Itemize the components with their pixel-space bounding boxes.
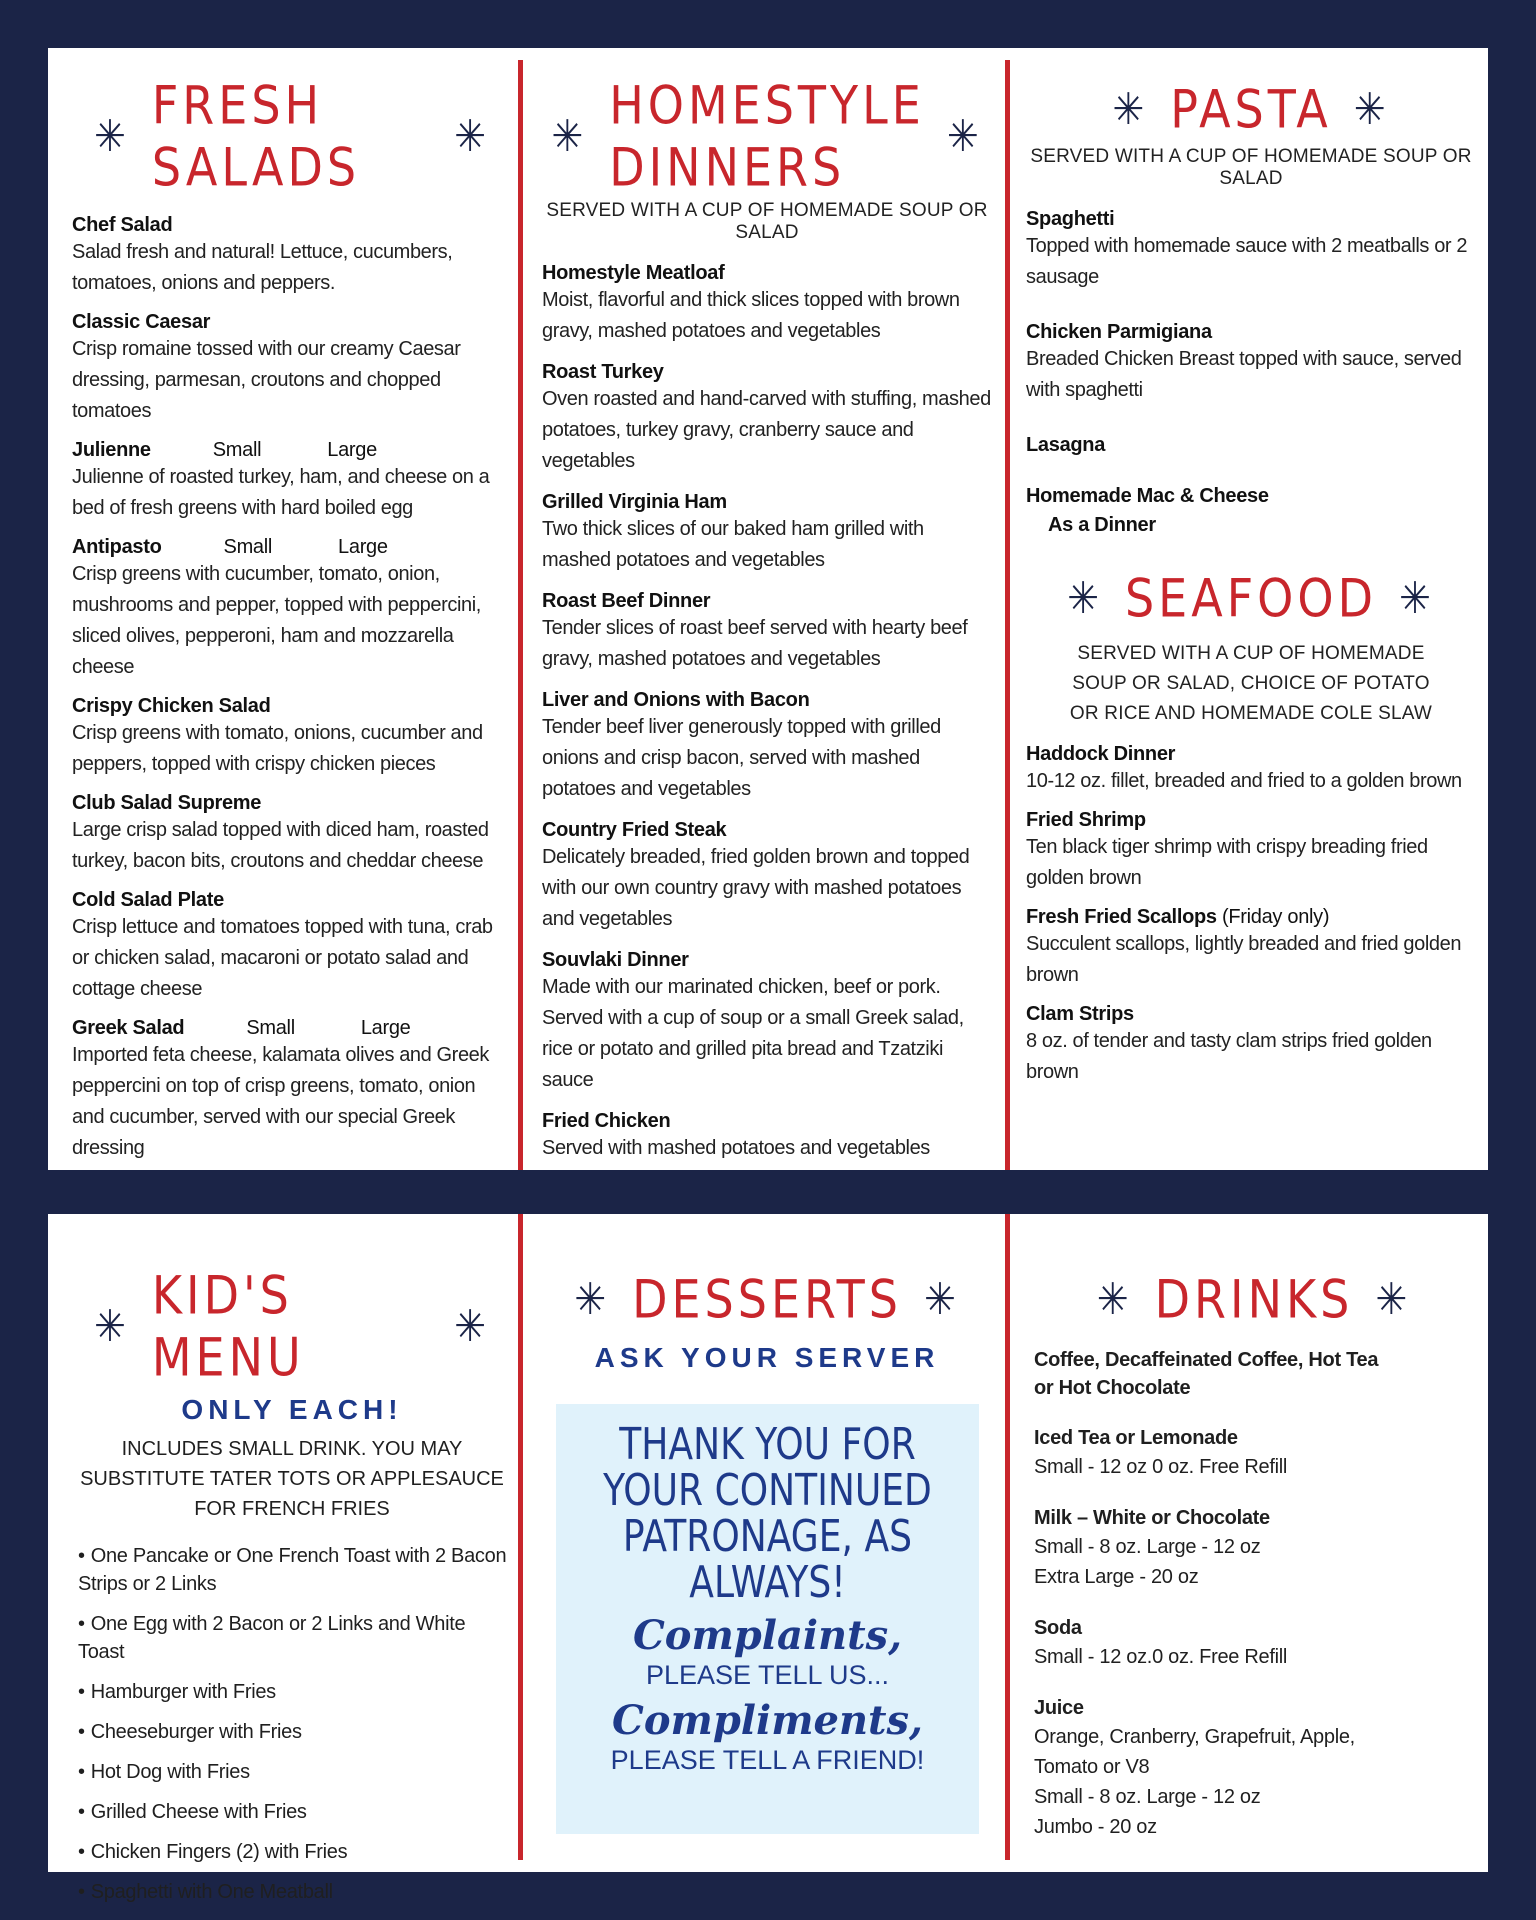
tell-us-text: PLEASE TELL US... xyxy=(645,1660,890,1690)
seafood-list xyxy=(1026,743,1476,1088)
menu-item-name xyxy=(72,311,512,334)
menu-item-name xyxy=(542,819,992,842)
menu-item-title: Crispy Chicken Salad xyxy=(72,695,271,717)
menu-item-desc: Tender beef liver generously topped with grilled onions and crisp bacon, served with mashed potatoes and vegetables xyxy=(542,716,941,800)
column-divider xyxy=(518,60,523,1170)
menu-item xyxy=(72,214,512,299)
star-icon: ✳ xyxy=(923,1273,960,1325)
drink-name: Soda xyxy=(1034,1617,1082,1639)
menu-item-name xyxy=(542,949,992,972)
menu-item-name xyxy=(1026,809,1476,832)
star-icon: ✳ xyxy=(94,1300,130,1352)
menu-item-title: Fried Shrimp xyxy=(1026,809,1146,831)
menu-item-name xyxy=(1026,434,1476,457)
star-icon: ✳ xyxy=(1067,572,1103,624)
thank-you-text: THANK YOU FOR YOUR CONTINUED PATRONAGE, AS ALWAYS! xyxy=(603,1419,932,1608)
menu-item xyxy=(72,889,512,1005)
tell-friend-text: PLEASE TELL A FRIEND! xyxy=(610,1745,925,1775)
kids-menu-item: • Grilled Cheese with Fries xyxy=(78,1798,512,1826)
drinks-section xyxy=(1034,1214,1474,1872)
menu-item-title: Homestyle Meatloaf xyxy=(542,262,725,284)
menu-item-name xyxy=(1026,485,1476,508)
menu-item xyxy=(1026,809,1476,894)
menu-item-name xyxy=(542,689,992,712)
menu-item-desc: 8 oz. of tender and tasty clam strips fried golden brown xyxy=(1026,1030,1432,1083)
menu-item-desc: Julienne of roasted turkey, ham, and cheese on a bed of fresh greens with hard boiled egg xyxy=(72,466,490,519)
desserts-sub: ASK YOUR SERVER xyxy=(594,1342,940,1373)
menu-item-title: Haddock Dinner xyxy=(1026,743,1176,765)
menu-item-desc: Large crisp salad topped with diced ham, roasted turkey, bacon bits, croutons and cheddar cheese xyxy=(72,819,489,872)
kids-title: KID'S MENU xyxy=(151,1263,305,1389)
star-icon: ✳ xyxy=(1353,83,1390,135)
menu-item-title: Homemade Mac & Cheese xyxy=(1026,485,1269,507)
dinners-section xyxy=(542,48,992,1170)
menu-item xyxy=(542,819,992,935)
menu-item-desc: Served with mashed potatoes and vegetables xyxy=(542,1137,930,1159)
menu-item xyxy=(1026,1003,1476,1088)
salads-list xyxy=(72,214,512,1164)
drink-item xyxy=(1034,1504,1394,1592)
pasta-note: SERVED WITH A CUP OF HOMEMADE SOUP OR SALAD xyxy=(1030,146,1472,189)
seafood-note: SERVED WITH A CUP OF HOMEMADE SOUP OR SALAD, CHOICE OF POTATO OR RICE AND HOMEMADE COLE SLAW xyxy=(1069,643,1433,724)
kids-menu-item: • Hot Dog with Fries xyxy=(78,1758,512,1786)
menu-item-name xyxy=(72,536,512,559)
menu-item-desc: Topped with homemade sauce with 2 meatballs or 2 sausage xyxy=(1026,235,1468,288)
menu-item-title: Souvlaki Dinner xyxy=(542,949,689,971)
salads-heading xyxy=(72,74,512,198)
drink-detail: Small - 8 oz. Large - 12 oz xyxy=(1034,1536,1261,1558)
drink-item xyxy=(1034,1424,1394,1482)
menu-item xyxy=(542,949,992,1096)
size-small-label: Small xyxy=(223,536,273,558)
star-icon: ✳ xyxy=(454,1300,490,1352)
menu-item-desc: Made with our marinated chicken, beef or pork. Served with a cup of soup or a small Greek salad, rice or potato and grilled pita bread and Tzatziki sauce xyxy=(542,976,964,1091)
menu-item xyxy=(72,439,512,524)
kids-menu-item: • Spaghetti with One Meatball xyxy=(78,1878,512,1906)
drinks-heading xyxy=(1034,1268,1474,1330)
desserts-title: DESSERTS xyxy=(632,1267,902,1331)
menu-item xyxy=(1026,321,1476,406)
menu-item-desc: Crisp lettuce and tomatoes topped with tuna, crab or chicken salad, macaroni or potato salad and cottage cheese xyxy=(72,916,493,1000)
menu-item-title: Lasagna xyxy=(1026,434,1106,456)
top-panel xyxy=(48,48,1488,1170)
drink-item xyxy=(1034,1694,1394,1842)
menu-item-title: Liver and Onions with Bacon xyxy=(542,689,810,711)
dinners-note: SERVED WITH A CUP OF HOMEMADE SOUP OR SALAD xyxy=(546,200,988,243)
menu-item xyxy=(72,311,512,427)
menu-item-desc: Ten black tiger shrimp with crispy breading fried golden brown xyxy=(1026,836,1428,889)
menu-item-name xyxy=(542,491,992,514)
drink-item xyxy=(1034,1614,1394,1672)
menu-item-name xyxy=(1026,321,1476,344)
menu-item-title: Club Salad Supreme xyxy=(72,792,262,814)
kids-menu-item: • One Egg with 2 Bacon or 2 Links and White Toast xyxy=(78,1610,512,1666)
menu-item-desc: Delicately breaded, fried golden brown and topped with our own country gravy with mashed potatoes and vegetables xyxy=(542,846,970,930)
menu-item-title: Fried Chicken xyxy=(542,1110,671,1132)
drink-name: Iced Tea or Lemonade xyxy=(1034,1427,1238,1449)
menu-item-desc: Oven roasted and hand-carved with stuffing, mashed potatoes, turkey gravy, cranberry sauce and vegetables xyxy=(542,388,991,472)
menu-item-title: Julienne xyxy=(72,439,151,461)
menu-item-title: Cold Salad Plate xyxy=(72,889,224,911)
menu-item-title: Grilled Virginia Ham xyxy=(542,491,727,513)
size-large-label: Large xyxy=(327,439,377,461)
menu-item-title: Clam Strips xyxy=(1026,1003,1134,1025)
pasta-heading xyxy=(1026,78,1476,140)
menu-item-title: Roast Turkey xyxy=(542,361,664,383)
pasta-seafood-section xyxy=(1026,48,1476,1170)
drink-name: Juice xyxy=(1034,1697,1084,1719)
menu-item-desc: Crisp greens with tomato, onions, cucumber and peppers, topped with crispy chicken pieces xyxy=(72,722,483,775)
menu-item-name xyxy=(72,439,512,462)
menu-item xyxy=(1026,208,1476,293)
kids-price-line: ONLY EACH! xyxy=(181,1394,403,1425)
menu-item-desc: Breaded Chicken Breast topped with sauce, served with spaghetti xyxy=(1026,348,1462,401)
menu-item-name xyxy=(1026,1003,1476,1026)
star-icon: ✳ xyxy=(94,110,130,162)
menu-item-desc: Imported feta cheese, kalamata olives and Greek peppercini on top of crisp greens, tomato, onion and cucumber, served with our special Greek dressing xyxy=(72,1044,489,1159)
size-large-label: Large xyxy=(338,536,388,558)
desserts-heading xyxy=(542,1268,992,1330)
drink-detail: Small - 12 oz.0 oz. Free Refill xyxy=(1034,1646,1288,1668)
pasta-list xyxy=(1026,208,1476,537)
column-divider xyxy=(1005,1214,1010,1860)
menu-item-name xyxy=(72,695,512,718)
compliments-text: Compliments, xyxy=(612,1697,923,1744)
menu-item xyxy=(1026,434,1476,457)
kids-menu-item: • Hamburger with Fries xyxy=(78,1678,512,1706)
pasta-title: PASTA xyxy=(1170,77,1332,141)
seafood-heading xyxy=(1026,567,1476,629)
star-icon: ✳ xyxy=(574,1273,611,1325)
menu-item xyxy=(1026,743,1476,797)
dinners-list xyxy=(542,262,992,1164)
dinners-heading xyxy=(542,74,992,198)
drink-detail: Small - 12 oz 0 oz. Free Refill xyxy=(1034,1456,1288,1478)
menu-item-desc: Succulent scallops, lightly breaded and fried golden brown xyxy=(1026,933,1462,986)
drink-detail: Small - 8 oz. Large - 12 oz xyxy=(1034,1786,1261,1808)
menu-item-title: Chef Salad xyxy=(72,214,173,236)
menu-item-name xyxy=(72,792,512,815)
star-icon: ✳ xyxy=(946,110,983,162)
size-small-label: Small xyxy=(212,439,262,461)
menu-item xyxy=(542,361,992,477)
menu-item-title: Antipasto xyxy=(72,536,162,558)
menu-item-desc: 10-12 oz. fillet, breaded and fried to a golden brown xyxy=(1026,770,1462,792)
dinners-title: HOMESTYLE DINNERS xyxy=(609,73,925,199)
menu-item xyxy=(542,491,992,576)
star-icon: ✳ xyxy=(1375,1273,1412,1325)
menu-item-desc: Crisp greens with cucumber, tomato, onion, mushrooms and pepper, topped with peppercini, sliced olives, pepperoni, ham and mozzarella cheese xyxy=(72,563,481,678)
menu-item-desc: Moist, flavorful and thick slices topped with brown gravy, mashed potatoes and vegetables xyxy=(542,289,960,342)
menu-item xyxy=(72,792,512,877)
menu-item-title: Spaghetti xyxy=(1026,208,1115,230)
bottom-panel xyxy=(48,1214,1488,1903)
column-divider xyxy=(518,1214,523,1860)
menu-item-sub: As a Dinner xyxy=(1048,514,1156,536)
kids-list xyxy=(72,1542,512,1906)
drink-detail: Jumbo - 20 oz xyxy=(1034,1816,1157,1838)
star-icon: ✳ xyxy=(1399,572,1435,624)
menu-item-note: (Friday only) xyxy=(1216,906,1330,928)
menu-item-name xyxy=(72,889,512,912)
menu-item-desc: Tender slices of roast beef served with hearty beef gravy, mashed potatoes and vegetables xyxy=(542,617,968,670)
drinks-list xyxy=(1034,1346,1394,1842)
kids-menu-item: • Chicken Fingers (2) with Fries xyxy=(78,1838,512,1866)
drink-name: Coffee, Decaffeinated Coffee, Hot Tea or Hot Chocolate xyxy=(1034,1349,1379,1399)
menu-item xyxy=(542,1110,992,1164)
kids-menu-item: • One Pancake or One French Toast with 2 Bacon Strips or 2 Links xyxy=(78,1542,512,1598)
size-large-label: Large xyxy=(360,1017,411,1039)
menu-item-title: Greek Salad xyxy=(72,1017,185,1039)
kids-menu-item: • Cheeseburger with Fries xyxy=(78,1718,512,1746)
complaints-text: Complaints, xyxy=(632,1612,903,1659)
menu-item-title: Country Fried Steak xyxy=(542,819,727,841)
kids-note: INCLUDES SMALL DRINK. YOU MAY SUBSTITUTE TATER TOTS OR APPLESAUCE FOR FRENCH FRIES xyxy=(80,1438,504,1520)
menu-item-title: Classic Caesar xyxy=(72,311,211,333)
star-icon: ✳ xyxy=(551,110,588,162)
menu-item xyxy=(72,695,512,780)
star-icon: ✳ xyxy=(1112,83,1149,135)
menu-item-name xyxy=(542,1110,992,1133)
drink-item xyxy=(1034,1346,1394,1402)
menu-item-name xyxy=(72,214,512,237)
size-small-label: Small xyxy=(246,1017,295,1039)
menu-item-name xyxy=(542,361,992,384)
menu-item-title: Fresh Fried Scallops xyxy=(1026,906,1217,928)
menu-item xyxy=(542,262,992,347)
menu-item-name xyxy=(1026,906,1476,929)
seafood-title: SEAFOOD xyxy=(1124,566,1378,630)
menu-item-title: Roast Beef Dinner xyxy=(542,590,711,612)
menu-item-name xyxy=(1026,208,1476,231)
menu-item-desc: Crisp romaine tossed with our creamy Caesar dressing, parmesan, croutons and chopped tomatoes xyxy=(72,338,461,422)
menu-item-desc: Salad fresh and natural! Lettuce, cucumbers, tomatoes, onions and peppers. xyxy=(72,241,453,294)
menu-item-name xyxy=(542,590,992,613)
drink-name: Milk – White or Chocolate xyxy=(1034,1507,1270,1529)
column-divider xyxy=(1005,60,1010,1170)
menu-item xyxy=(72,1017,512,1164)
menu-item xyxy=(1026,485,1476,537)
salads-section xyxy=(72,48,512,1170)
menu-item xyxy=(542,689,992,805)
drink-detail: Orange, Cranberry, Grapefruit, Apple, Tomato or V8 xyxy=(1034,1726,1355,1778)
star-icon: ✳ xyxy=(1096,1273,1133,1325)
menu-item-title: Chicken Parmigiana xyxy=(1026,321,1212,343)
drinks-title: DRINKS xyxy=(1154,1267,1354,1331)
menu-item-name xyxy=(1026,743,1476,766)
star-icon: ✳ xyxy=(454,110,490,162)
kids-section xyxy=(72,1214,512,1903)
menu-item-name xyxy=(542,262,992,285)
thank-you-box xyxy=(556,1404,979,1834)
menu-item xyxy=(1026,906,1476,991)
salads-title: FRESH SALADS xyxy=(151,73,361,199)
drink-detail: Extra Large - 20 oz xyxy=(1034,1566,1199,1588)
menu-item-name xyxy=(72,1017,512,1040)
kids-heading xyxy=(72,1264,512,1388)
menu-item-desc: Two thick slices of our baked ham grilled with mashed potatoes and vegetables xyxy=(542,518,924,571)
menu-item xyxy=(542,590,992,675)
menu-item xyxy=(72,536,512,683)
